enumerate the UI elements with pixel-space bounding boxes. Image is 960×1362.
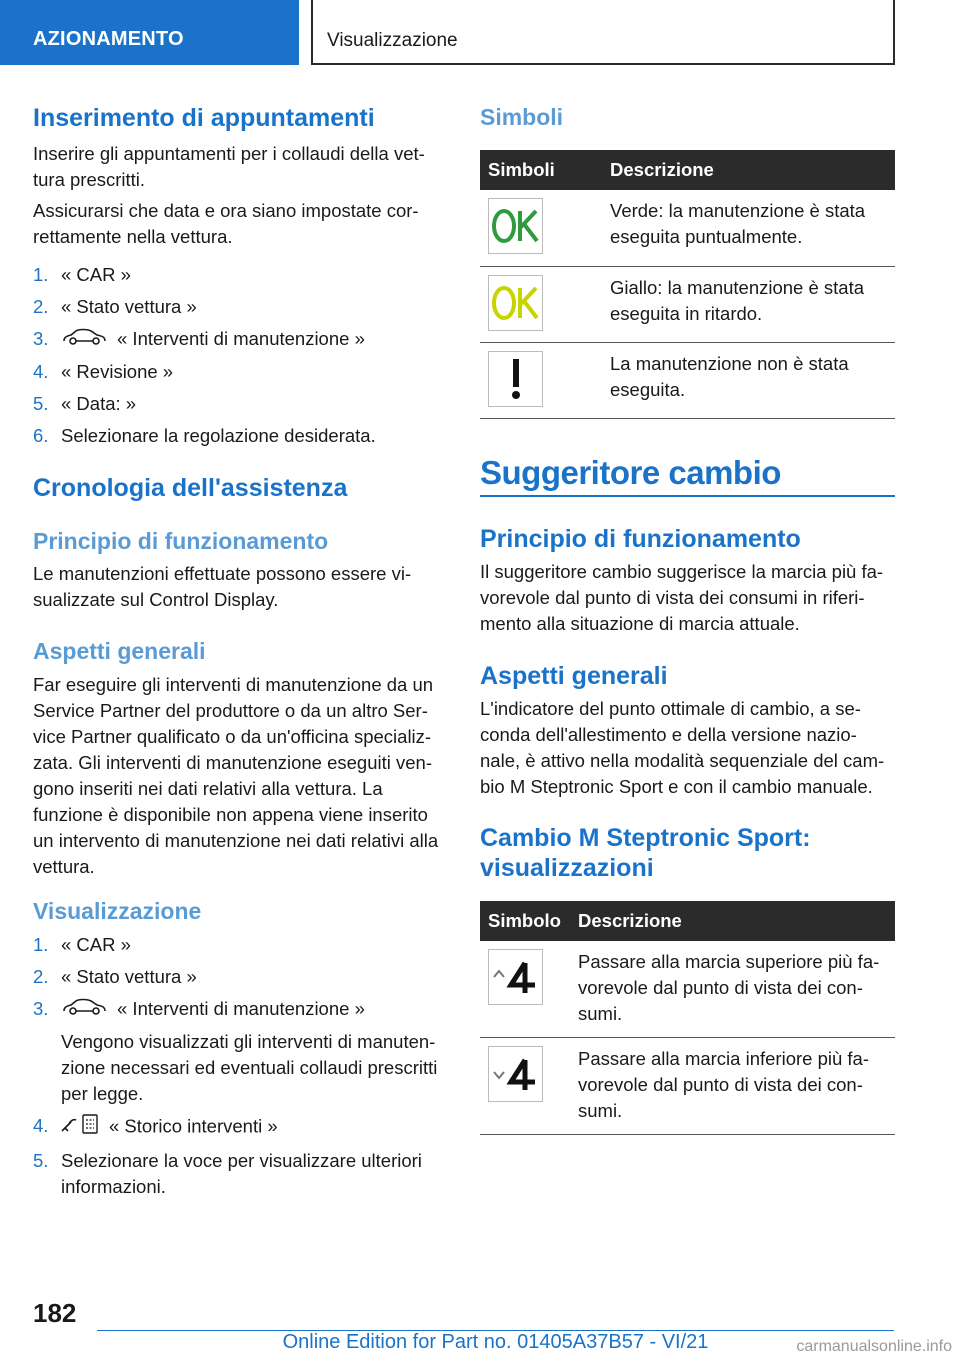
exclamation-icon	[488, 351, 543, 407]
list-item: 4. « Storico interventi »	[33, 1113, 448, 1142]
page-header-box	[311, 0, 895, 65]
shift-heading: Suggeritore cambio	[480, 454, 781, 491]
history-principle-text: Le manutenzioni effettuate possono essere vi-sualizzate sul Control Display.	[33, 563, 412, 610]
shift-up-icon	[488, 949, 543, 1005]
shift-principle-heading: Principio di funzionamento	[480, 525, 801, 553]
service-history-icon	[61, 1113, 99, 1142]
table-row: La manutenzione non è stata eseguita.	[480, 342, 895, 418]
symbols-table	[480, 150, 895, 419]
appointments-para-1: Inserire gli appuntamenti per i collaudi della vet-tura prescritti.	[33, 143, 425, 190]
m-steptronic-heading: Cambio M Steptronic Sport: visualizzazioni	[480, 824, 811, 882]
section-tab	[0, 0, 299, 65]
list-item: 2. « Stato vettura »	[33, 966, 197, 987]
list-item: 3. « Interventi di manutenzione » Vengono visualizzati gli interventi di manuten-zione necessari ed eventuali collaudi prescritti per legge.	[33, 998, 438, 1105]
list-item: 1. « CAR »	[33, 264, 131, 285]
table-header: Simboli	[480, 150, 602, 190]
history-principle-heading: Principio di funzionamento	[33, 528, 329, 554]
heading-rule	[480, 495, 895, 497]
ok-yellow-icon	[488, 275, 543, 331]
list-item: 2. « Stato vettura »	[33, 296, 197, 317]
list-item: 4. « Revisione »	[33, 361, 174, 383]
list-item: 6. Selezionare la regolazione desiderata.	[33, 425, 376, 447]
table-header: Descrizione	[570, 901, 895, 941]
car-service-icon	[61, 327, 107, 353]
watermark: carmanualsonline.info	[796, 1338, 952, 1355]
section-label: AZIONAMENTO	[33, 28, 184, 50]
appointments-para-2: Assicurarsi che data e ora siano impostate cor-rettamente nella vettura.	[33, 200, 419, 247]
table-row: Verde: la manutenzione è stata eseguita puntualmente.	[480, 190, 895, 266]
list-item: 1. « CAR »	[33, 934, 131, 955]
history-general-heading: Aspetti generali	[33, 638, 206, 664]
table-header: Simbolo	[480, 901, 570, 941]
shift-principle-text: Il suggeritore cambio suggerisce la marcia più fa-vorevole dal punto di vista dei consumi in riferi-mento alla situazione di marcia attuale.	[480, 561, 884, 634]
appointments-heading: Inserimento di appuntamenti	[33, 104, 375, 132]
shift-general-heading: Aspetti generali	[480, 662, 668, 690]
page-header-title: Visualizzazione	[327, 30, 458, 51]
footer-edition: Online Edition for Part no. 01405A37B57 - VI/21	[282, 1331, 709, 1353]
page-number: 182	[33, 1298, 77, 1328]
list-item: 5. « Data: »	[33, 393, 137, 415]
table-row: Passare alla marcia superiore più fa-vorevole dal punto di vista dei con-sumi.	[480, 941, 895, 1038]
shift-down-icon	[488, 1046, 543, 1102]
shift-general-text: L'indicatore del punto ottimale di cambio, a se-conda dell'allestimento e della versione nazio-nale, è attivo nella modalità sequenziale del cam-bio M Steptronic Sport e con il cambio manuale.	[480, 698, 885, 797]
appointments-steps	[33, 262, 448, 455]
list-item: 3. « Interventi di manutenzione »	[33, 326, 448, 353]
display-steps	[33, 932, 448, 1206]
table-row: Giallo: la manutenzione è stata eseguita in ritardo.	[480, 266, 895, 342]
display-heading: Visualizzazione	[33, 898, 202, 924]
history-general-text: Far eseguire gli interventi di manutenzione da un Service Partner del produttore o da un altro Ser-vice Partner qualificato o da un'officina specializ-zata. Gli interventi di manutenzione eseguiti ven-gono inseriti nei dati relativi alla vettura. La funzione è disponibile non appena viene inserito un intervento di manutenzione nei dati relativi alla vettura.	[33, 674, 439, 877]
shift-table	[480, 901, 895, 1135]
ok-green-icon	[488, 198, 543, 254]
table-row: Passare alla marcia inferiore più fa-vorevole dal punto di vista dei con-sumi.	[480, 1038, 895, 1135]
list-item: 5. Selezionare la voce per visualizzare ulteriori informazioni.	[33, 1150, 422, 1198]
history-heading: Cronologia dell'assistenza	[33, 474, 348, 502]
symbols-heading: Simboli	[480, 104, 564, 130]
table-header: Descrizione	[602, 150, 895, 190]
car-service-icon	[61, 997, 107, 1023]
